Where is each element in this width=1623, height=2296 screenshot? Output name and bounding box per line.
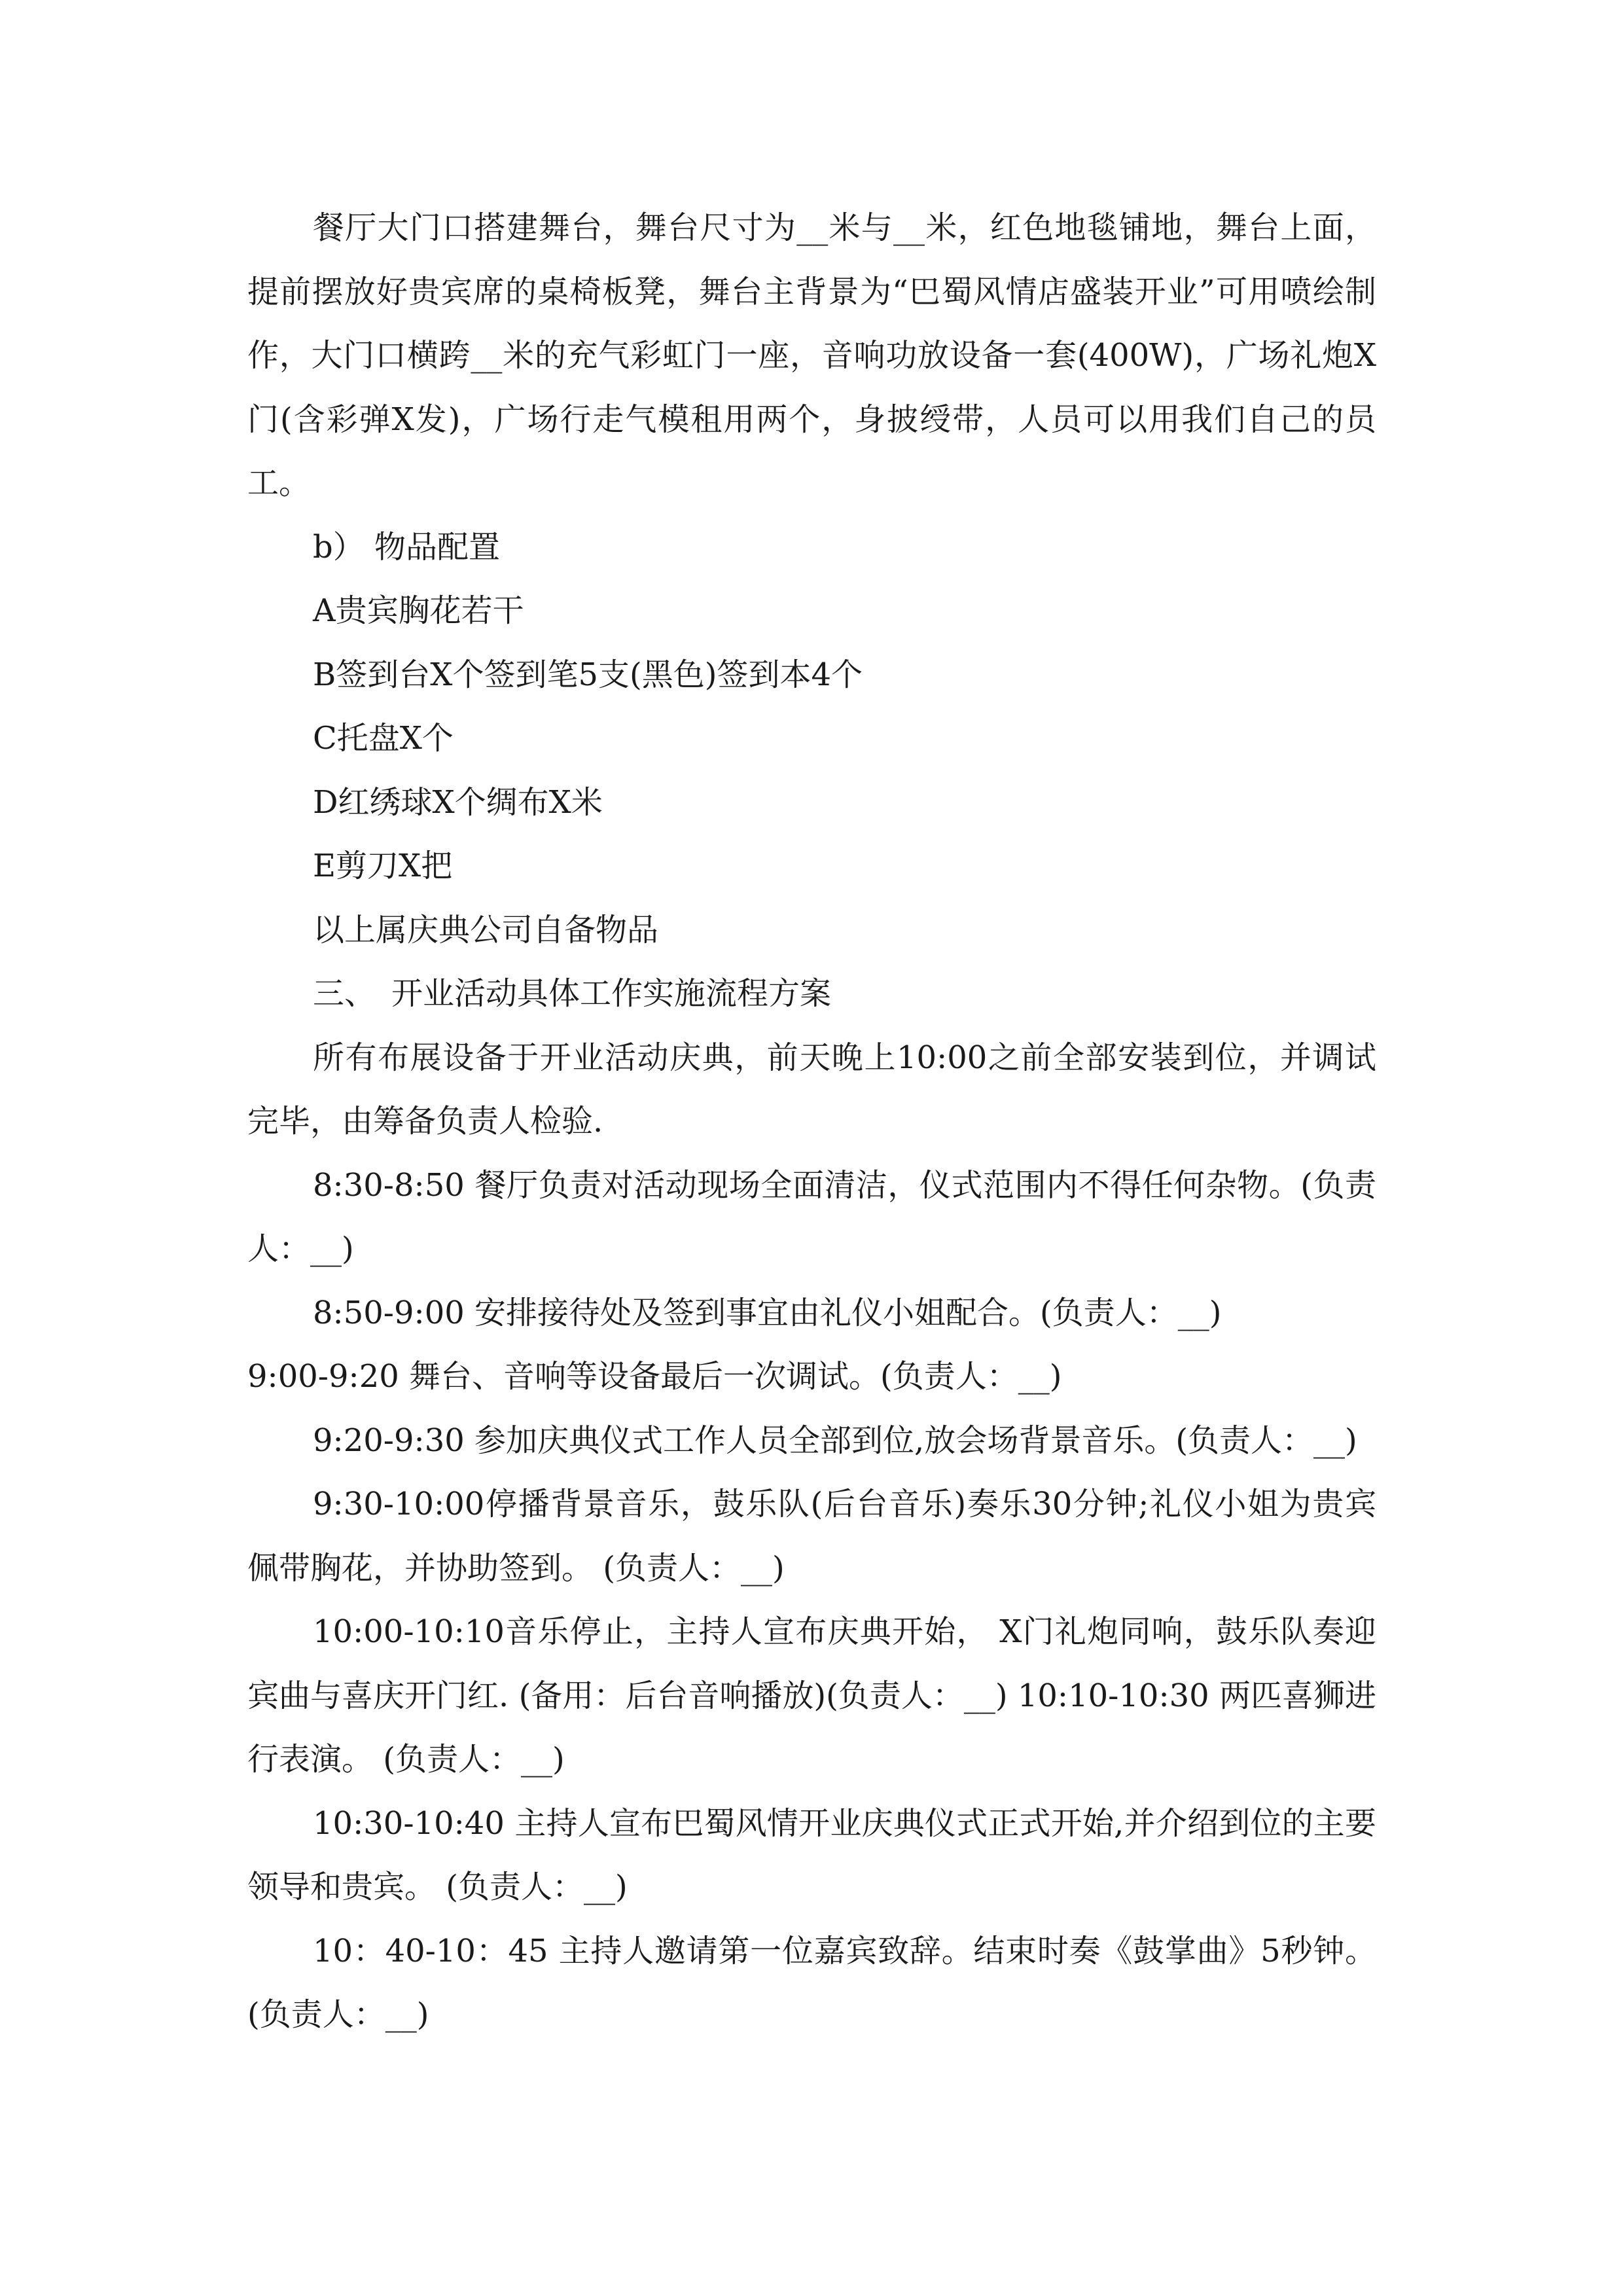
list-item: C托盘X个 [313,720,454,757]
schedule-item: 10:00-10:10音乐停止，主持人宣布庆典开始， X门礼炮同响，鼓乐队奏迎宾曲与喜庆开门红. (备用：后台音响播放)(负责人：__) 10:10-10:30 两匹喜狮进行表演。 (负责人：__) [247,1613,1376,1778]
schedule-item: 8:30-8:50 餐厅负责对活动现场全面清洁，仪式范围内不得任何杂物。(负责人：__) [247,1166,1376,1267]
schedule-item: 10:30-10:40 主持人宣布巴蜀风情开业庆典仪式正式开始,并介绍到位的主要领导和贵宾。 (负责人：__) [247,1804,1376,1905]
schedule-item: 9:00-9:20 舞台、音响等设备最后一次调试。(负责人：__) [247,1358,1062,1395]
paragraph-setup-deadline: 所有布展设备于开业活动庆典，前天晚上10:00之前全部安装到位，并调试完毕，由筹备负责人检验. [247,1039,1376,1139]
schedule-item: 9:20-9:30 参加庆典仪式工作人员全部到位,放会场背景音乐。(负责人：__) [313,1422,1357,1459]
document-body [247,196,1376,2047]
schedule-item: 10：40-10：45 主持人邀请第一位嘉宾致辞。结束时奏《鼓掌曲》5秒钟。(负责人：__) [247,1932,1376,2033]
paragraph-items-note: 以上属庆典公司自备物品 [313,911,659,948]
paragraph-items-heading: b） 物品配置 [313,528,500,565]
schedule-item: 8:50-9:00 安排接待处及签到事宜由礼仪小姐配合。(负责人：__) [313,1294,1222,1331]
list-item: A贵宾胸花若干 [313,592,524,629]
paragraph-stage-setup: 餐厅大门口搭建舞台，舞台尺寸为__米与__米，红色地毯铺地，舞台上面，提前摆放好贵宾席的桌椅板凳，舞台主背景为“巴蜀风情店盛装开业”可用喷绘制作，大门口横跨__米的充气彩虹门一座，音响功放设备一套(400W)，广场礼炮X门(含彩弹X发)，广场行走气模租用两个，身披绶带，人员可以用我们自己的员工。 [247,209,1376,501]
schedule-item: 9:30-10:00停播背景音乐，鼓乐队(后台音乐)奏乐30分钟;礼仪小姐为贵宾佩带胸花，并协助签到。 (负责人：__) [247,1486,1376,1587]
list-item: B签到台X个签到笔5支(黑色)签到本4个 [313,656,863,693]
list-item: D红绣球X个绸布X米 [313,783,603,821]
list-item: E剪刀X把 [313,848,453,884]
section-heading: 三、 开业活动具体工作实施流程方案 [313,975,832,1012]
